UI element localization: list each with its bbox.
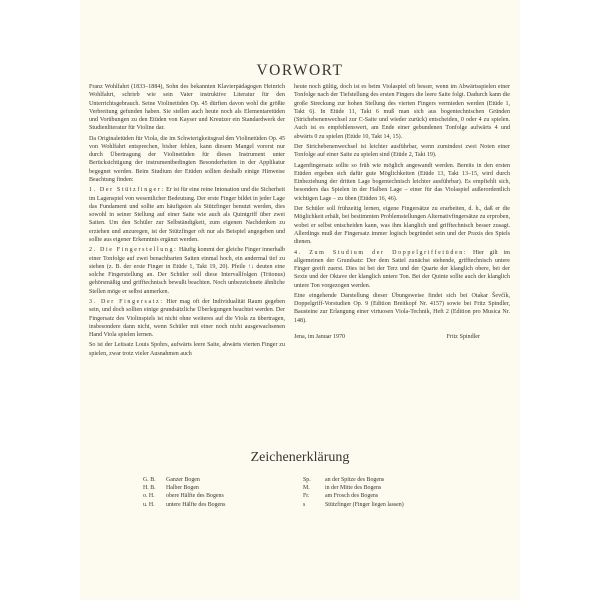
paragraph-violaspiel: heute noch gültig, doch ist es beim Violaspiel oft besser, wenn im Abwärtsspielen einer Tonfolge nach der Tiefstellung des ersten Fingers die leere Saite folgt. Dadurch kann die große Streckung zur hohen Stellung des vierten Fingers vermieden werden (Etüde 1, Takt 6). In Etüde 11, Takt 6 muß man sich aus bogentechnischen Gründen (Strichebenenwechsel zur C-Saite und wieder zurück) entscheiden, 0 oder 4 zu spielen. Auch ist es empfehlenswert, am Ende einer gebundenen Tonfolge aufwärts 4 und abwärts 0 zu spielen (Etüde 10, Takt 14, 15).: [294, 84, 510, 140]
legend-abbr: s: [303, 501, 306, 508]
legend-left-column: [143, 476, 303, 509]
legend-desc: Ganzer Bogen: [166, 477, 200, 483]
legend-desc: untere Hälfte des Bogens: [166, 501, 226, 508]
legend-item: [303, 476, 473, 484]
paragraph-viola-etudes: Da Originaletüden für Viola, die im Schwierigkeitsgrad den Violinetüden Op. 45 von Wohlfahrt entsprechen, bisher fehlen, kann diesem Mangel vorerst nur durch Übertragung der Violinetüden für dieses Instrument unter Berücksichtigung der instrumentbedingten Besonderheiten in der Applikatur begegnet werden. Beim Studium der Etüden sollten deshalb einige Hinweise Beachtung finden:: [89, 135, 285, 183]
legend-abbr: Fr.: [303, 493, 310, 500]
section-text: Hier gilt im allgemeinen der Grundsatz: Der dem Sattel zunächst stehende, grifftechnisch untere Finger greift zuerst. Dies ist bei der Terz und der Quarte der klanglich obere, bei der Sexte und der Oktave der klanglich untere Ton. Bei der Quinte sollte auch der klanglich untere Ton vorgezogen werden.: [294, 249, 511, 289]
legend-abbr: Sp.: [303, 477, 311, 483]
section-text: Er ist für eine reine Intonation und die Sicherheit im Lagenspiel von wesentlicher Bedeutung. Der erste Finger bildet in jeder Lage das Fundament und sollte am häufigsten als Stützfinger benutzt werden, dies sowohl in seiner Stellung auf einer Saite wie auch als Quintgriff über zwei Saiten. Um den Schüler zur Selbständigkeit, zum eigenen Nachdenken zu erziehen und anzuregen, ist der Stützfinger oft nur als Beispiel angegeben und sollte aus eigener Erkenntnis ergänzt werden.: [89, 187, 285, 243]
legend-abbr: o. H.: [143, 493, 155, 500]
section-heading: 4. Zum Studium der Doppelgriffetüden:: [294, 249, 468, 256]
legend-desc: am Frosch des Bogens: [325, 493, 379, 500]
legend-title: Zeichenerklärung: [250, 450, 350, 465]
paragraph-sevcik: Eine eingehende Darstellung dieser Übungsweise findet sich bei Otakar Ševčík, Doppelgriff-Vorstudien Op. 9 (Edition Breitkopf Nr. 4157) sowie bei Fritz Spindler, Bausteine zur Erlangung einer virtuosen Viola-Technik, Heft 2 (Edition pro Musica Nr. 148).: [294, 292, 510, 324]
legend-desc: obere Hälfte des Bogens: [166, 493, 224, 500]
paragraph-eigene-fingersaetze: Der Schüler soll frühzeitig lernen, eigene Fingersätze zu erarbeiten, d. h., daß er die Möglichkeit erhält, bei bestimmten Problemstellungen Alternativfingersätze zu erproben, wobei er selbst entscheiden kann, was ihm klanglich und grifftechnisch besser zusagt. Allerdings muß der Fingersatz immer logisch begründet sein und der Praxis des Spiels dienen.: [294, 206, 510, 246]
legend-desc: Stützfinger (Finger liegen lassen): [325, 501, 404, 508]
legend-item: [143, 484, 303, 492]
paragraph-spohr: So ist der Leitsatz Louis Spohrs, aufwärts leere Saite, abwärts vierten Finger zu spielen, zwar trotz vieler Ausnahmen auch: [89, 342, 285, 357]
paragraph-lagenfingersatz: Lagenfingersatz sollte so früh wie möglich angewandt werden. Bereits in den ersten Etüden ergeben sich dafür gute Möglichkeiten (Etüde 13, Takt 13–15, wird durch Einbeziehung der dritten Lage bogentechnisch leichter ausführbar). Es empfiehlt sich, besonders das Spielen in der Halben Lage – einer für das Violaspiel außerordentlich wichtigen Lage – zu üben (Etüden 16, 46).: [294, 162, 510, 202]
section-text: Hier mag oft der Individualität Raum gegeben sein, und doch sollten einige grundsätzliche Überlegungen beachtet werden. Der Fingersatz des Violinspiels ist nicht ohne weiteres auf die Viola zu übertragen, insbesondere dann nicht, wenn Schüler mit einer noch nicht ausgewachsenen Hand Viola spielen lernen.: [89, 299, 285, 338]
legend-item: [303, 501, 473, 509]
section-heading: 3. Der Fingersatz:: [89, 299, 164, 305]
legend-item: [303, 492, 473, 500]
paragraph-strichebenenwechsel: Der Strichebenenwechsel ist leichter ausführbar, wenn zumindest zwei Noten einer Tonfolge auf einer Saite zu spielen sind (Etüde 2, Takt 19).: [294, 143, 510, 159]
page-title: VORWORT: [256, 62, 344, 79]
legend-desc: an der Spitze des Bogens: [325, 477, 385, 483]
signoff: [294, 333, 510, 341]
legend-abbr: G. B.: [143, 477, 156, 483]
legend-abbr: u. H.: [143, 501, 155, 508]
legend-item: [303, 484, 473, 492]
legend-desc: in der Mitte des Bogens: [325, 485, 382, 492]
document-page: [80, 0, 520, 600]
legend-item: [143, 476, 303, 484]
section-fingersatz: [89, 298, 285, 339]
left-column: [89, 83, 285, 360]
legend-item: [143, 492, 303, 500]
section-fingerstellung: [89, 246, 285, 296]
section-stuetzfinger: [89, 186, 285, 244]
section-doppelgriffetueden: [294, 249, 510, 290]
legend-abbr: H. B.: [143, 485, 156, 492]
right-column: [294, 83, 510, 341]
legend-desc: Halber Bogen: [166, 485, 199, 492]
legend-abbr: M.: [303, 485, 310, 492]
legend-item: [143, 501, 303, 509]
place-date: Jena, im Januar 1970: [294, 333, 346, 340]
legend-table: [143, 476, 473, 509]
paragraph-intro: Franz Wohlfahrt (1833–1884), Sohn des bekannten Klavierpädagogen Heinrich Wohlfahrt, schrieb wie sein Vater instruktive Literatur für den Unterrichtsgebrauch. Seine Violinetüden Op. 45 dürften davon wohl die größte Verbreitung gefunden haben. Sie stellen auch heute noch als Elementaretüden und Vorübungen zu den Etüden von Kayser und Kreutzer ein Standardwerk der Studienliteratur für Violine dar.: [89, 84, 285, 132]
legend-right-column: [303, 476, 473, 509]
author: Fritz Spindler: [446, 333, 480, 340]
section-text: Häufig kommt der gleiche Finger innerhalb einer Tonfolge auf zwei benachbarten Saiten einmal hoch, ein andermal tief zu stehen (z. B. der erste Finger in Etüde 1, Takt 19, 20). Pfeile ↑↓ deuten eine solche Fingerstellung an. Der Schüler soll diese Intervallfolgen (Tritonus) gehörsmäßig und grifftechnisch bewußt beachten. Noch unbezeichnete ähnliche Stellen möge er selbst anmerken.: [89, 247, 285, 295]
section-heading: 1. Der Stützfinger:: [89, 187, 165, 194]
section-heading: 2. Die Fingerstellung:: [89, 247, 178, 254]
